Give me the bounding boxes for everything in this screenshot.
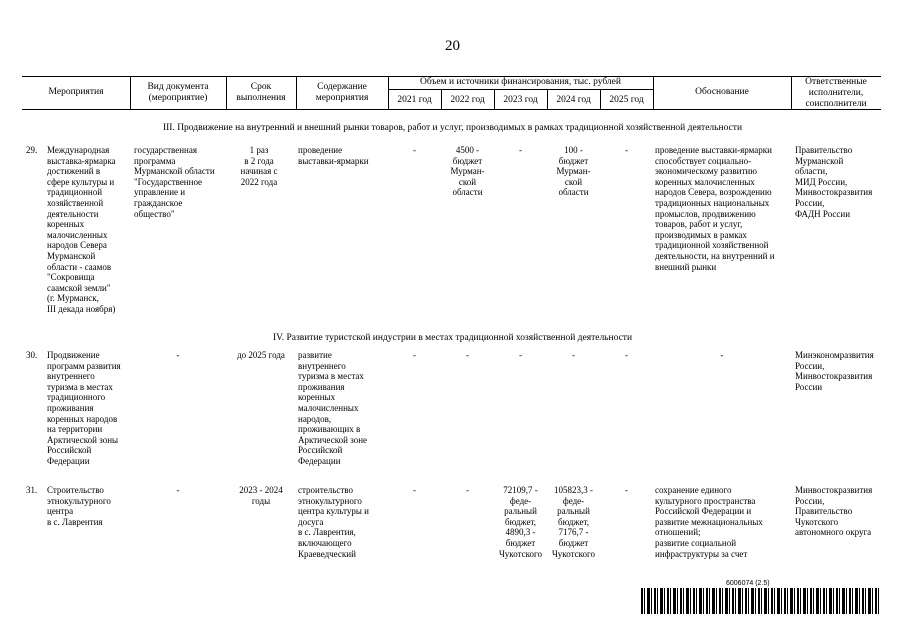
row-29-justification: проведение выставки-ярмарки способствует социально- экономическому развитию коренных малочисленных народов Севера, возрождению традиционных национальных промыслов, продвижению товаров, работ и услуг, производимых в рамках традиционной хозяйственной деятельности, на внутренний и внешний рынки — [655, 145, 775, 272]
header-year-2021: 2021 год — [397, 95, 432, 105]
row-30-deadline: до 2025 года — [237, 350, 285, 360]
row-29-deadline: 1 раз в 2 года начиная с 2022 года — [240, 145, 278, 187]
row-30-2023: - — [519, 350, 522, 360]
row-number: 30. — [26, 350, 38, 360]
row-30-content: развитие внутреннего туризма в местах проживания коренных малочисленных народов, проживающих в Арктической зоне Российской Федерации — [298, 350, 368, 466]
row-29-doc-type: государственная программа Мурманской области "Государственное управление и гражданское общество" — [134, 145, 215, 219]
row-29-content: проведение выставки-ярмарки — [298, 145, 369, 166]
row-29-2025: - — [625, 145, 628, 155]
barcode-label: 6006074 (2.5) — [726, 580, 770, 587]
section-title-iv: IV. Развитие туристской индустрии в местах традиционной хозяйственной деятельности — [272, 333, 633, 343]
row-29-responsible: Правительство Мурманской области, МИД России, Минвостокразвития России, ФАДН России — [795, 145, 873, 219]
header-deadline: Срок выполнения — [236, 82, 286, 103]
row-31-deadline: 2023 - 2024 годы — [239, 485, 283, 506]
row-29-2021: - — [413, 145, 416, 155]
row-30-2025: - — [625, 350, 628, 360]
header-bottom-border — [22, 109, 881, 110]
header-doc-type: Вид документа (мероприятие) — [147, 82, 209, 103]
row-30-2024: - — [572, 350, 575, 360]
row-30-2022: - — [466, 350, 469, 360]
row-31-content: строительство этнокультурного центра культуры и досуга в с. Лаврентия, включающего Краеведческий — [298, 485, 369, 559]
row-30-doc-type: - — [176, 350, 180, 360]
row-31-measure: Строительство этнокультурного центра в с. Лаврентия — [47, 485, 111, 527]
row-29-measure: Международная выставка-ярмарка достижений в сфере культуры и традиционной хозяйственной деятельности коренных малочисленных народов Севера Мурманской области - саамов "Сокровища саамской земли" (г. Мурманск, III декада ноября) — [47, 145, 116, 314]
row-30-2021: - — [413, 350, 416, 360]
row-30-measure: Продвижение программ развития внутреннего туризма в местах традиционного проживания коренных народов на территории Арктической зоны Российской Федерации — [47, 350, 121, 466]
row-29-2022: 4500 - бюджет Мурман- ской области — [450, 145, 485, 198]
row-31-doc-type: - — [176, 485, 180, 495]
header-measures: Мероприятия — [48, 87, 104, 97]
row-31-2024: 105823,3 - феде- ральный бюджет, 7176,7 - бюджет Чукотского — [551, 485, 596, 559]
row-31-2025: - — [625, 485, 628, 495]
row-29-2024: 100 - бюджет Мурман- ской области — [556, 145, 591, 198]
row-29-2023: - — [519, 145, 522, 155]
header-responsible: Ответственные исполнители, соисполнители — [805, 77, 867, 109]
header-year-2022: 2022 год — [450, 95, 485, 105]
barcode-icon — [641, 588, 880, 614]
header-justification: Обоснование — [695, 87, 749, 97]
header-financing: Объем и источники финансирования, тыс. рублей — [420, 77, 621, 87]
section-title-iii: III. Продвижение на внутренний и внешний рынки товаров, работ и услуг, производимых в рамках традиционной хозяйственной деятельности — [162, 123, 743, 133]
page-number: 20 — [445, 38, 460, 54]
header-year-2024: 2024 год — [556, 95, 591, 105]
header-year-2025: 2025 год — [609, 95, 644, 105]
row-number: 31. — [26, 485, 38, 495]
header-content: Содержание мероприятия — [315, 82, 369, 103]
row-31-2021: - — [413, 485, 416, 495]
row-31-2023: 72109,7 - феде- ральный бюджет, 4890,3 - бюджет Чукотского — [498, 485, 543, 559]
financing-subheader-border — [388, 89, 653, 90]
row-31-responsible: Минвостокразвития России, Правительство Чукотского автономного округа — [795, 485, 873, 538]
row-31-justification: сохранение единого культурного пространства Российской Федерации и развитие межнациональных отношений; развитие социальной инфраструктуры за счет — [655, 485, 763, 559]
row-number: 29. — [26, 145, 38, 155]
row-30-justification: - — [720, 350, 724, 360]
row-30-responsible: Минэкономразвития России, Минвостокразвития России — [795, 350, 874, 392]
header-year-2023: 2023 год — [503, 95, 538, 105]
row-31-2022: - — [466, 485, 469, 495]
